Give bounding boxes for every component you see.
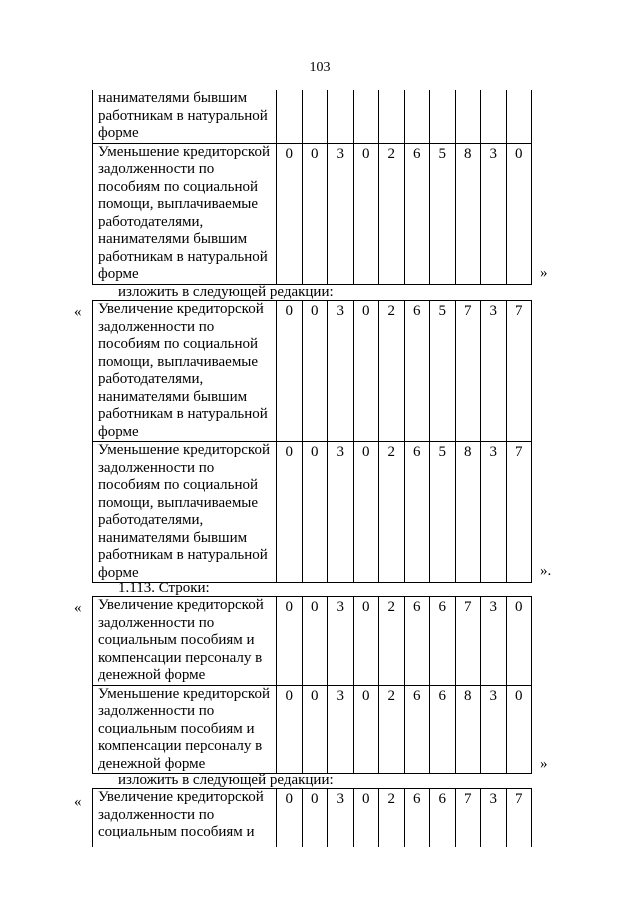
code-digit: 3 [328, 789, 354, 847]
code-digit: 0 [353, 143, 379, 284]
code-digit [277, 90, 303, 143]
close-quote: » [540, 265, 548, 281]
code-table-new-edition-1 [92, 300, 532, 583]
code-digit: 3 [328, 597, 354, 686]
open-quote: « [74, 794, 82, 810]
code-digit: 0 [353, 685, 379, 774]
code-digit: 0 [302, 685, 328, 774]
code-digit: 0 [506, 685, 532, 774]
code-digit: 0 [506, 143, 532, 284]
row-label: Увеличение кредиторской задолженности по социальным пособиям и компенсации персоналу в денежной форме [93, 597, 277, 686]
code-digit [404, 90, 430, 143]
code-digit: 3 [328, 685, 354, 774]
code-digit: 6 [430, 597, 456, 686]
code-table-original-1113 [92, 596, 532, 774]
code-digit: 0 [302, 597, 328, 686]
table-row [93, 685, 532, 774]
table-row [93, 597, 532, 686]
code-digit: 2 [379, 597, 405, 686]
code-digit: 7 [455, 597, 481, 686]
code-digit: 8 [455, 442, 481, 583]
row-label: Уменьшение кредиторской задолженности по пособиям по социальной помощи, выплачиваемые работодателями, нанимателями бывшим работникам в натуральной форме [93, 143, 277, 284]
code-digit: 3 [328, 143, 354, 284]
code-digit: 0 [302, 143, 328, 284]
code-digit: 0 [353, 301, 379, 442]
code-digit [379, 90, 405, 143]
code-digit: 7 [455, 301, 481, 442]
code-digit [506, 90, 532, 143]
code-digit: 2 [379, 789, 405, 847]
row-label: Уменьшение кредиторской задолженности по пособиям по социальной помощи, выплачиваемые работодателями, нанимателями бывшим работникам в натуральной форме [93, 442, 277, 583]
code-digit: 8 [455, 685, 481, 774]
code-digit: 5 [430, 143, 456, 284]
code-digit: 6 [404, 442, 430, 583]
code-digit: 6 [430, 685, 456, 774]
code-digit: 6 [404, 143, 430, 284]
code-digit [455, 90, 481, 143]
code-digit: 6 [404, 685, 430, 774]
code-digit: 8 [455, 143, 481, 284]
page-number: 103 [309, 60, 331, 75]
instruction-text: изложить в следующей редакции: [118, 772, 334, 788]
instruction-text: изложить в следующей редакции: [118, 284, 334, 300]
row-label: Уменьшение кредиторской задолженности по социальным пособиям и компенсации персоналу в денежной форме [93, 685, 277, 774]
row-label: Увеличение кредиторской задолженности по пособиям по социальной помощи, выплачиваемые работодателями, нанимателями бывшим работникам в натуральной форме [93, 301, 277, 442]
code-digit: 0 [506, 597, 532, 686]
code-digit: 3 [481, 789, 507, 847]
code-digit [430, 90, 456, 143]
table-row [93, 789, 532, 847]
open-quote: « [74, 600, 82, 616]
code-digit: 3 [481, 442, 507, 583]
code-digit: 0 [302, 789, 328, 847]
code-digit: 2 [379, 143, 405, 284]
code-digit: 3 [481, 597, 507, 686]
table-row [93, 301, 532, 442]
code-digit: 5 [430, 301, 456, 442]
code-digit: 2 [379, 442, 405, 583]
code-digit: 7 [455, 789, 481, 847]
code-table-new-edition-2 [92, 788, 532, 847]
code-digit: 7 [506, 789, 532, 847]
close-quote: » [540, 756, 548, 772]
table-row [93, 143, 532, 284]
code-digit [328, 90, 354, 143]
code-digit: 5 [430, 442, 456, 583]
table-row [93, 442, 532, 583]
open-quote: « [74, 304, 82, 320]
section-heading: 1.113. Строки: [118, 580, 210, 596]
table-row [93, 90, 532, 143]
code-digit: 0 [353, 597, 379, 686]
code-digit: 0 [353, 789, 379, 847]
code-digit: 3 [328, 442, 354, 583]
code-digit: 0 [277, 442, 303, 583]
row-label: нанимателями бывшим работникам в натуральной форме [93, 90, 277, 143]
code-digit: 0 [277, 597, 303, 686]
code-digit [353, 90, 379, 143]
code-digit: 0 [277, 143, 303, 284]
code-digit: 6 [404, 301, 430, 442]
code-digit: 3 [481, 301, 507, 442]
code-digit: 0 [353, 442, 379, 583]
code-digit: 3 [328, 301, 354, 442]
code-digit: 6 [404, 597, 430, 686]
code-digit: 6 [404, 789, 430, 847]
code-digit: 7 [506, 442, 532, 583]
code-digit: 0 [277, 301, 303, 442]
code-digit: 6 [430, 789, 456, 847]
code-digit: 0 [302, 301, 328, 442]
code-digit: 2 [379, 685, 405, 774]
close-quote: ». [540, 563, 552, 579]
code-digit: 3 [481, 685, 507, 774]
code-digit: 0 [277, 789, 303, 847]
code-digit: 0 [302, 442, 328, 583]
row-label: Увеличение кредиторской задолженности по социальным пособиям и [93, 789, 277, 847]
code-digit [481, 90, 507, 143]
code-table-continuation [92, 90, 532, 285]
code-digit: 7 [506, 301, 532, 442]
code-digit: 2 [379, 301, 405, 442]
code-digit: 3 [481, 143, 507, 284]
code-digit: 0 [277, 685, 303, 774]
code-digit [302, 90, 328, 143]
